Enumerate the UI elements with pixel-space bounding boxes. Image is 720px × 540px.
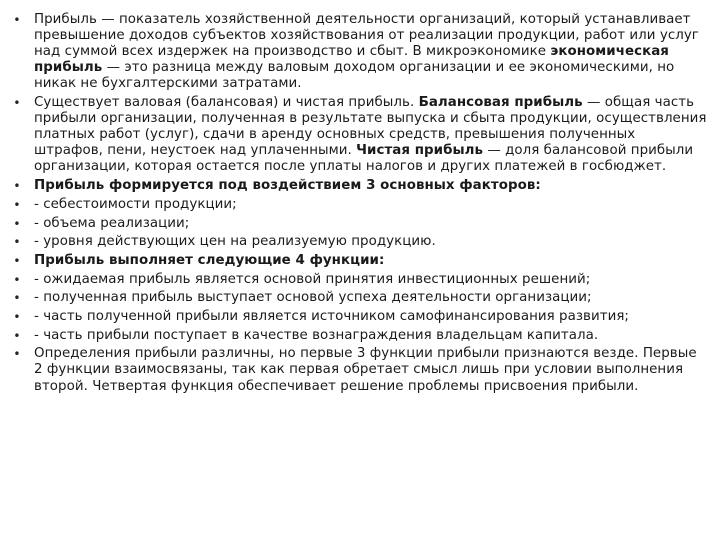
list-item — [10, 290, 708, 306]
list-item — [10, 178, 708, 194]
bullet-icon: • — [13, 235, 21, 250]
list-item — [10, 234, 708, 250]
text-run: Определения прибыли различны, но первые 3 функции прибыли признаются везде. Первые 2 функции взаимосвязаны, так как первая обретает смысл лишь при условии выполнения второй. Четвертая функция обеспечивает решение проблемы присвоения прибыли. — [34, 346, 697, 394]
bullet-icon: • — [13, 96, 21, 111]
list-item — [10, 95, 708, 175]
bold-text: Чистая прибыль — [356, 143, 484, 159]
list-item — [10, 328, 708, 344]
text-run: - часть прибыли поступает в качестве вознаграждения владельцам капитала. — [34, 327, 599, 343]
bullet-list — [10, 12, 708, 397]
bold-text: Прибыль формируется под воздействием 3 основных факторов: — [34, 178, 541, 194]
bullet-icon: • — [13, 197, 21, 212]
list-item — [10, 216, 708, 232]
bold-text: экономическая прибыль — [34, 44, 669, 76]
bullet-icon: • — [13, 309, 21, 324]
text-run: - себестоимости продукции; — [34, 196, 237, 212]
bullet-icon: • — [13, 328, 21, 343]
bullet-icon: • — [13, 253, 21, 268]
list-item — [10, 12, 708, 92]
list-item — [10, 272, 708, 288]
bold-text: Балансовая прибыль — [418, 95, 583, 111]
text-run: — общая часть прибыли организации, полученная в результате выпуска и сбыта продукции, осуществления платных работ (услуг), сдачи в аренду основных средств, превышения полученных штрафов, пени, неустоек над уплаченными. — [34, 95, 707, 159]
text-run: Прибыль — показатель хозяйственной деятельности организаций, который устанавливает превышение доходов субъектов хозяйствования от реализации продукции, работ или услуг над суммой всех издержек на производство и сбыт. В микроэкономике — [34, 12, 699, 60]
list-item — [10, 346, 708, 394]
text-run: - уровня действующих цен на реализуемую продукцию. — [34, 234, 436, 250]
text-run: — доля балансовой прибыли организации, которая остается после уплаты налогов и других платежей в госбюджет. — [34, 143, 694, 175]
text-run: - ожидаемая прибыль является основой принятия инвестиционных решений; — [34, 271, 591, 287]
bullet-icon: • — [13, 13, 21, 27]
text-run: Существует валовая (балансовая) и чистая прибыль. — [34, 95, 419, 111]
bold-text: Прибыль выполняет следующие 4 функции: — [34, 252, 385, 268]
bullet-icon: • — [13, 216, 21, 231]
list-item — [10, 309, 708, 325]
list-item — [10, 197, 708, 213]
text-run: — это разница между валовым доходом организации и ее экономическими, но никак не бухгалтерскими затратами. — [34, 60, 675, 92]
list-item — [10, 253, 708, 269]
bullet-icon: • — [13, 272, 21, 287]
bullet-icon: • — [13, 179, 21, 194]
bullet-icon: • — [13, 347, 21, 362]
text-run: - полученная прибыль выступает основой успеха деятельности организации; — [34, 290, 592, 306]
bullet-icon: • — [13, 291, 21, 306]
text-run: - объема реализации; — [34, 215, 190, 231]
text-run: - часть полученной прибыли является источником самофинансирования развития; — [34, 308, 629, 324]
